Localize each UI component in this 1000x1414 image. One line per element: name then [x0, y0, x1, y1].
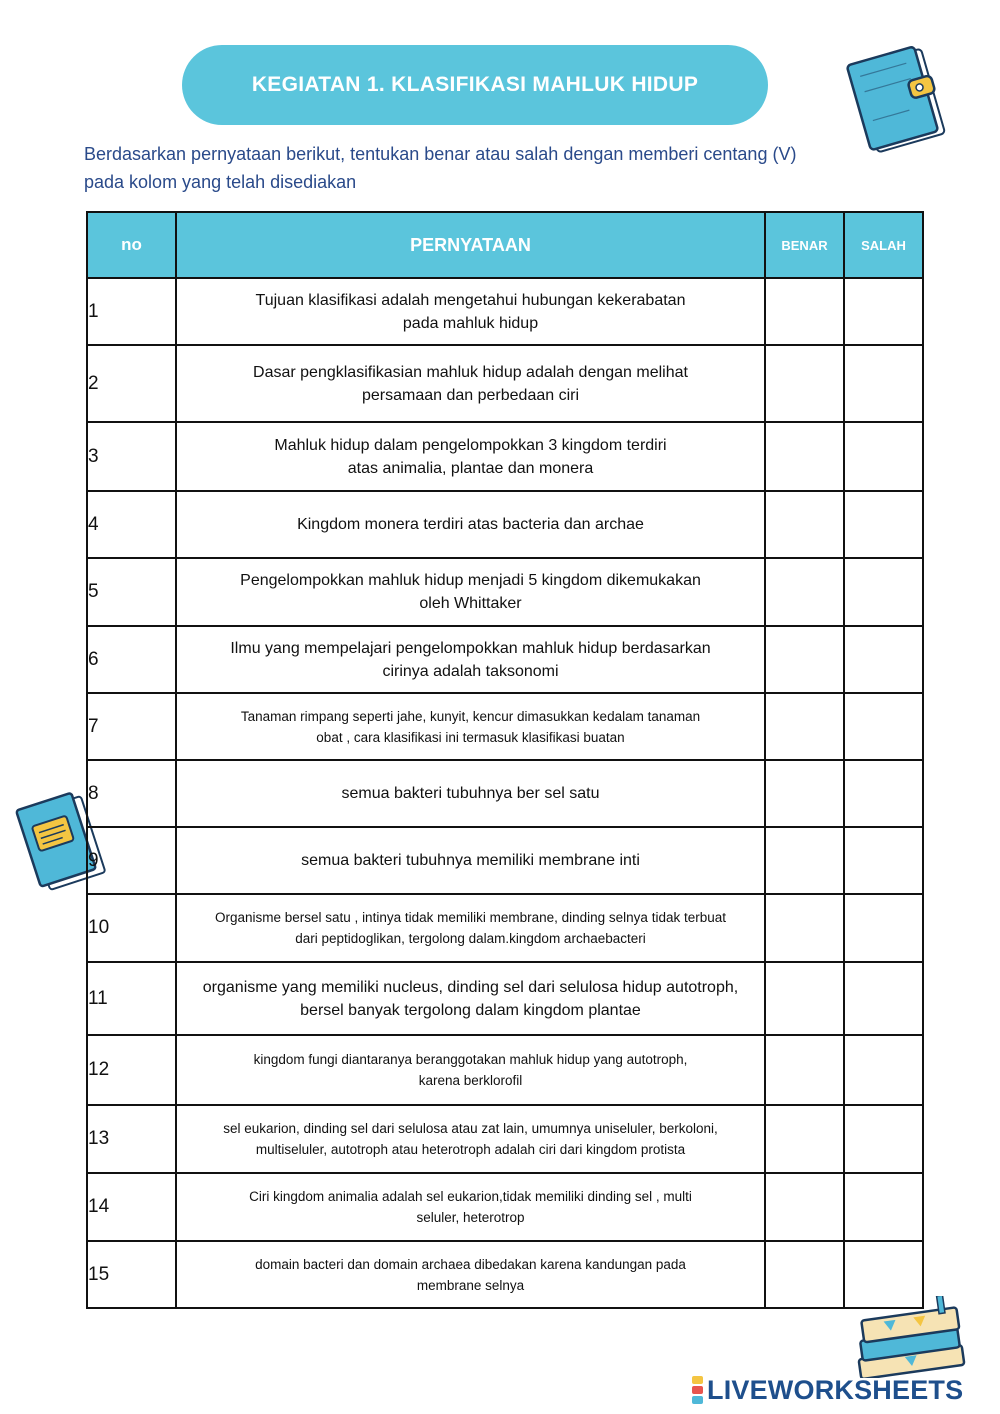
table-row	[87, 1241, 923, 1308]
statement-line: Organisme bersel satu , intinya tidak memiliki membrane, dinding selnya tidak terbuat	[215, 910, 726, 925]
statement-line: semua bakteri tubuhnya ber sel satu	[341, 785, 600, 802]
liveworksheets-logo-icon	[692, 1375, 703, 1405]
table-row	[87, 1173, 923, 1241]
table-row	[87, 1035, 923, 1105]
answer-salah-7[interactable]	[844, 693, 923, 760]
table-row	[87, 558, 923, 626]
answer-benar-13[interactable]	[765, 1105, 844, 1173]
row-number: 10	[87, 894, 176, 962]
statement-line: Kingdom monera terdiri atas bacteria dan archae	[297, 516, 644, 533]
answer-benar-4[interactable]	[765, 491, 844, 558]
statement-line: semua bakteri tubuhnya memiliki membrane inti	[301, 852, 640, 869]
statement-line: karena berklorofil	[418, 1073, 523, 1088]
statement-line: sel eukarion, dinding sel dari selulosa atau zat lain, umumnya uniseluler, berkoloni,	[223, 1121, 718, 1136]
answer-salah-6[interactable]	[844, 626, 923, 693]
row-number: 5	[87, 558, 176, 626]
statement-cell	[176, 1105, 765, 1173]
row-number: 11	[87, 962, 176, 1035]
row-number: 3	[87, 422, 176, 491]
answer-benar-6[interactable]	[765, 626, 844, 693]
statement-line: Pengelompokkan mahluk hidup menjadi 5 kingdom dikemukakan	[240, 572, 701, 589]
statement-line: Tujuan klasifikasi adalah mengetahui hubungan kekerabatan	[255, 291, 686, 309]
table-row	[87, 760, 923, 827]
instructions-line-1: Berdasarkan pernyataan berikut, tentukan benar atau salah dengan memberi centang (V)	[84, 144, 797, 164]
statement-line: organisme yang memiliki nucleus, dinding sel dari selulosa hidup autotroph,	[202, 978, 739, 996]
table-row	[87, 422, 923, 491]
instructions	[84, 140, 874, 196]
row-number: 15	[87, 1241, 176, 1308]
table-header-row	[87, 212, 923, 278]
statement-line: multiseluler, autotroph atau heterotroph adalah ciri dari kingdom protista	[255, 1142, 686, 1157]
answer-salah-1[interactable]	[844, 278, 923, 345]
answer-benar-8[interactable]	[765, 760, 844, 827]
statement-cell	[176, 827, 765, 894]
statement-line: Dasar pengklasifikasian mahluk hidup adalah dengan melihat	[253, 363, 688, 381]
answer-benar-12[interactable]	[765, 1035, 844, 1105]
answer-benar-15[interactable]	[765, 1241, 844, 1308]
answer-benar-5[interactable]	[765, 558, 844, 626]
statement-cell	[176, 278, 765, 345]
statement-line: atas animalia, plantae dan monera	[347, 459, 594, 477]
answer-benar-3[interactable]	[765, 422, 844, 491]
row-number: 8	[87, 760, 176, 827]
statement-line: Ciri kingdom animalia adalah sel eukarion,tidak memiliki dinding sel , multi	[249, 1189, 692, 1204]
table-row	[87, 491, 923, 558]
statement-cell	[176, 962, 765, 1035]
table-row	[87, 345, 923, 422]
statement-line: domain bacteri dan domain archaea dibedakan karena kandungan pada	[255, 1256, 686, 1272]
statement-cell	[176, 345, 765, 422]
statement-line: kingdom fungi diantaranya beranggotakan mahluk hidup yang autotroph,	[253, 1052, 688, 1067]
watermark-text: LIVEWORKSHEETS	[707, 1374, 964, 1405]
answer-salah-4[interactable]	[844, 491, 923, 558]
page-title: KEGIATAN 1. KLASIFIKASI MAHLUK HIDUP	[251, 73, 699, 96]
row-number: 2	[87, 345, 176, 422]
statement-cell	[176, 760, 765, 827]
row-number: 7	[87, 693, 176, 760]
row-number: 9	[87, 827, 176, 894]
table-row	[87, 894, 923, 962]
row-number: 4	[87, 491, 176, 558]
answer-salah-3[interactable]	[844, 422, 923, 491]
statement-line: persamaan dan perbedaan ciri	[361, 386, 580, 404]
statement-line: dari peptidoglikan, tergolong dalam.kingdom archaebacteri	[295, 931, 646, 946]
answer-salah-12[interactable]	[844, 1035, 923, 1105]
statement-cell	[176, 491, 765, 558]
answer-benar-14[interactable]	[765, 1173, 844, 1241]
statement-line: cirinya adalah taksonomi	[382, 662, 559, 680]
answer-salah-11[interactable]	[844, 962, 923, 1035]
statement-cell	[176, 626, 765, 693]
row-number: 6	[87, 626, 176, 693]
answer-salah-2[interactable]	[844, 345, 923, 422]
liveworksheets-watermark	[692, 1374, 963, 1406]
statement-cell	[176, 1173, 765, 1241]
statement-line: oleh Whittaker	[419, 595, 522, 612]
statement-cell	[176, 693, 765, 760]
statement-cell	[176, 1035, 765, 1105]
answer-salah-13[interactable]	[844, 1105, 923, 1173]
statement-line: seluler, heterotrop	[416, 1210, 525, 1225]
answer-salah-9[interactable]	[844, 827, 923, 894]
instructions-line-2: pada kolom yang telah disediakan	[84, 172, 357, 192]
notebook-icon	[846, 42, 956, 157]
statement-line: Ilmu yang mempelajari pengelompokkan mahluk hidup berdasarkan	[230, 639, 711, 657]
answer-benar-11[interactable]	[765, 962, 844, 1035]
header-salah: SALAH	[844, 212, 923, 278]
row-number: 1	[87, 278, 176, 345]
table-row	[87, 278, 923, 345]
statement-line: obat , cara klasifikasi ini termasuk klasifikasi buatan	[316, 729, 625, 745]
header-no: no	[87, 212, 176, 278]
answer-benar-1[interactable]	[765, 278, 844, 345]
title-banner	[182, 45, 768, 125]
row-number: 13	[87, 1105, 176, 1173]
statement-cell	[176, 558, 765, 626]
statement-line: pada mahluk hidup	[402, 314, 539, 332]
table-row	[87, 1105, 923, 1173]
answer-benar-2[interactable]	[765, 345, 844, 422]
statement-line: Mahluk hidup dalam pengelompokkan 3 kingdom terdiri	[274, 436, 667, 454]
answer-benar-10[interactable]	[765, 894, 844, 962]
header-benar: BENAR	[765, 212, 844, 278]
statements-table	[86, 211, 924, 1309]
answer-salah-8[interactable]	[844, 760, 923, 827]
table-row	[87, 962, 923, 1035]
row-number: 14	[87, 1173, 176, 1241]
answer-benar-7[interactable]	[765, 693, 844, 760]
answer-salah-10[interactable]	[844, 894, 923, 962]
answer-salah-14[interactable]	[844, 1173, 923, 1241]
statement-cell	[176, 894, 765, 962]
book-stack-icon	[846, 1296, 974, 1378]
row-number: 12	[87, 1035, 176, 1105]
table-row	[87, 693, 923, 760]
statement-line: membrane selnya	[416, 1277, 525, 1293]
table-row	[87, 827, 923, 894]
answer-benar-9[interactable]	[765, 827, 844, 894]
table-row	[87, 626, 923, 693]
header-statement: PERNYATAAN	[176, 212, 765, 278]
answer-salah-5[interactable]	[844, 558, 923, 626]
statement-line: Tanaman rimpang seperti jahe, kunyit, kencur dimasukkan kedalam tanaman	[240, 708, 701, 724]
statement-cell	[176, 1241, 765, 1308]
statement-cell	[176, 422, 765, 491]
statement-line: bersel banyak tergolong dalam kingdom plantae	[300, 1001, 641, 1019]
